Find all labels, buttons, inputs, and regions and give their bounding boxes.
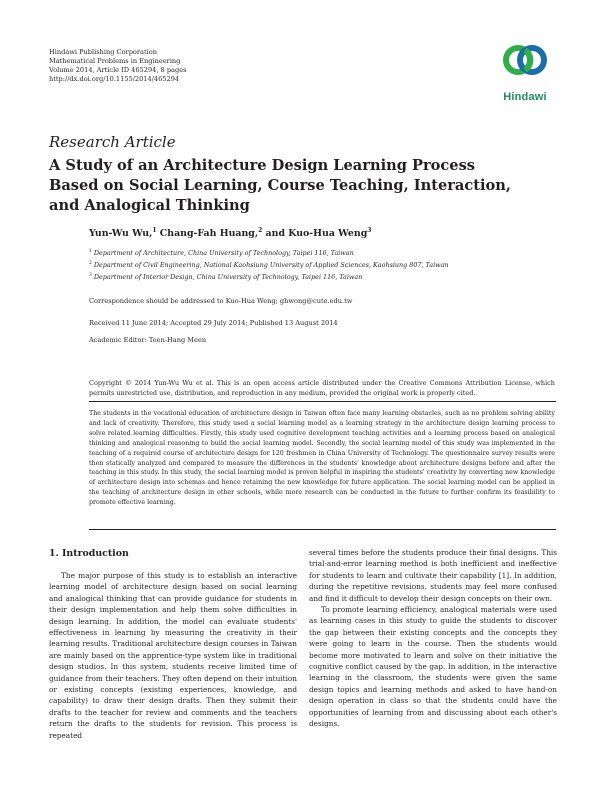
publisher-name: Hindawi Publishing Corporation — [49, 48, 157, 56]
volume-info: Volume 2014, Article ID 465294, 8 pages — [49, 66, 187, 74]
dates: Received 11 June 2014; Accepted 29 July 2014; Published 13 August 2014 — [89, 319, 338, 327]
hindawi-logo-icon — [495, 40, 555, 90]
copyright-notice: Copyright © 2014 Yun-Wu Wu et al. This is an open access article distributed under the Creative Commons Attribution License, which permits unrestricted use, distribution, and reproduction in any medium, provided the original work is properly cited. — [89, 379, 555, 397]
paragraph: The major purpose of this study is to establish an interactive learning model of architecture design based on social learning and analogical thinking that can provide guidance for students in their design implementation and help them solve difficulties in design learning. In addition, the model can evaluate students' effectiveness in learning by measuring the creativity in their learning results. Traditional architecture design courses in Taiwan are mainly based on the apprentice-type system like in traditional design studios. In this system, students receive limited time of guidance from their teachers. They often depend on their intuition or existing concepts (existing experiences, knowledge, and capability) to draw their design drafts. Then they submit their drafts to the teacher for review and comments and the teachers return the drafts to the students for revision. This process is repeated — [49, 571, 297, 740]
affiliation-sup: 2 — [89, 261, 92, 266]
academic-editor: Academic Editor: Teen-Hang Meen — [89, 336, 207, 344]
paper-title — [49, 156, 519, 216]
affiliation — [89, 249, 354, 257]
right-column — [309, 547, 557, 730]
affiliation-text: Department of Civil Engineering, National Kaohsiung University of Applied Sciences, Kaohsiung 807, Taiwan — [93, 261, 449, 270]
author-sup: 2 — [258, 227, 263, 234]
paragraph: several times before the students produce their final designs. This trial-and-error learning method is both inefficient and ineffective for students to learn and cultivate their capability [1]. In addition, during the repetitive revisions, students may feel more confused and find it difficult to develop their design concepts on their own. — [309, 548, 557, 603]
paragraph: To promote learning efficiency, analogical materials were used as learning cases in this study to guide the students to discover the gap between their existing concepts and the concepts they were going to learn in the course. Then the students would become more motivated to learn and solve on their initiative the cognitive conflict caused by the gap. In addition, in the interactive learning in the classroom, the students were given the same design topics and learning methods and asked to have hand-on design operation in class so that the students could have the opportunities of learning from and discussing about each other's designs. — [309, 605, 557, 729]
author-list — [89, 227, 371, 239]
affiliation-text: Department of Architecture, China University of Technology, Taipei 116, Taiwan — [93, 249, 354, 258]
author-name: Chang-Fah Huang, — [159, 228, 259, 240]
affiliation-sup: 3 — [89, 273, 92, 278]
title-line: and Analogical Thinking — [49, 197, 250, 214]
author-sup: 1 — [152, 227, 157, 234]
author-name: Yun-Wu Wu, — [89, 228, 153, 240]
article-type: Research Article — [49, 133, 176, 151]
affiliation — [89, 261, 449, 269]
section-heading: 1. Introduction — [49, 548, 129, 559]
divider — [89, 401, 556, 402]
title-line: Based on Social Learning, Course Teaching, Interaction, — [49, 177, 511, 194]
hindawi-logo-text: Hindawi — [503, 91, 547, 103]
affiliation-text: Department of Interior Design, China University of Technology, Taipei 116, Taiwan — [93, 273, 363, 282]
left-column — [49, 570, 297, 741]
doi-link[interactable]: http://dx.doi.org/10.1155/2014/465294 — [49, 75, 180, 83]
correspondence: Correspondence should be addressed to Kuo-Hua Weng; ghwong@cute.edu.tw — [89, 297, 353, 305]
affiliation-sup: 1 — [89, 249, 92, 254]
title-line: A Study of an Architecture Design Learning Process — [49, 157, 476, 174]
affiliation — [89, 273, 362, 281]
divider — [89, 529, 556, 530]
author-name: and Kuo-Hua Weng — [265, 228, 368, 240]
abstract: The students in the vocational education of architecture design in Taiwan often face many learning obstacles, such as no problem solving ability and lack of creativity. Therefore, this study used a social learning model as a learning strategy in the architecture design learning process to solve related learning difficulties. Firstly, this study used cognitive development teaching activities and a learning process based on analogical thinking and analogical reasoning to build the social learning model. Secondly, the social learning model of this study was implemented in the teaching of a required course of architecture design for 120 freshmen in China University of Technology. The questionnaire survey results were then statically analyzed and compared to measure the differences in the students' knowledge about architecture designs before and after the teaching in this study. In this study, the social learning model is proven helpful in inspiring the students' creativity by converting new knowledge of architecture design into schemas and hence retaining the new knowledge for future application. The social learning model can be applied in the teaching of architecture design in other schools, while more research can be conducted in the future to further confirm its feasibility to promote effective learning. — [89, 410, 555, 507]
author-sup: 3 — [367, 227, 372, 234]
journal-name: Mathematical Problems in Engineering — [49, 57, 181, 65]
